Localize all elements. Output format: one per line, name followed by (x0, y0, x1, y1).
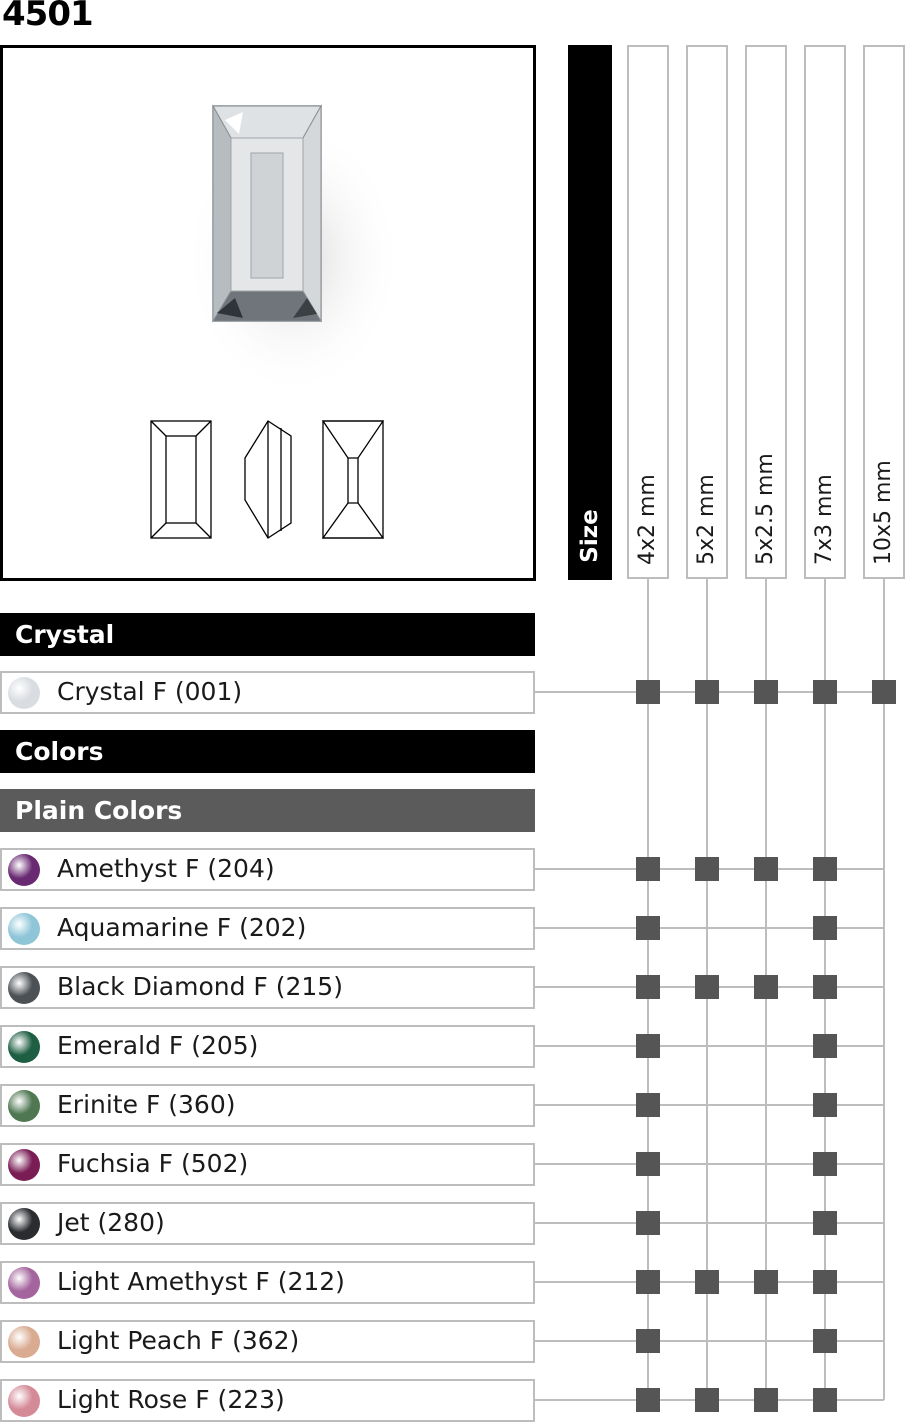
row-label: Jet (280) (57, 1208, 165, 1237)
row-black-diamond (0, 966, 535, 1009)
row-label: Light Rose F (223) (57, 1385, 285, 1414)
fuchsia-swatch-icon (8, 1149, 40, 1181)
black-diamond-swatch-icon (8, 972, 40, 1004)
availability-marker (695, 680, 719, 704)
row-label: Fuchsia F (502) (57, 1149, 249, 1178)
availability-marker (695, 1270, 719, 1294)
row-aquamarine (0, 907, 535, 950)
row-fuchsia (0, 1143, 535, 1186)
availability-marker (813, 975, 837, 999)
availability-marker (813, 1211, 837, 1235)
jet-swatch-icon (8, 1208, 40, 1240)
row-label: Black Diamond F (215) (57, 972, 343, 1001)
section-colors: Colors (0, 730, 535, 773)
availability-marker (754, 1270, 778, 1294)
availability-marker (636, 1211, 660, 1235)
row-emerald (0, 1025, 535, 1068)
crystal-swatch-icon (8, 677, 40, 709)
row-label: Crystal F (001) (57, 677, 243, 706)
size-header-label: Size (577, 509, 603, 563)
availability-marker (636, 1388, 660, 1412)
availability-marker (813, 680, 837, 704)
erinite-swatch-icon (8, 1090, 40, 1122)
row-light-rose (0, 1379, 535, 1422)
emerald-swatch-icon (8, 1031, 40, 1063)
availability-marker (636, 1270, 660, 1294)
availability-marker (813, 1388, 837, 1412)
availability-marker (754, 680, 778, 704)
availability-marker (695, 857, 719, 881)
availability-marker (872, 680, 896, 704)
row-label: Amethyst F (204) (57, 854, 275, 883)
row-amethyst (0, 848, 535, 891)
row-light-amethyst (0, 1261, 535, 1304)
row-light-peach (0, 1320, 535, 1363)
availability-marker (813, 1152, 837, 1176)
availability-marker (636, 680, 660, 704)
section-crystal: Crystal (0, 613, 535, 656)
availability-marker (813, 857, 837, 881)
row-crystal-f-001 (0, 671, 535, 714)
size-label: 7x3 mm (812, 474, 837, 565)
availability-marker (636, 975, 660, 999)
row-label: Light Amethyst F (212) (57, 1267, 345, 1296)
availability-marker (754, 1388, 778, 1412)
aquamarine-swatch-icon (8, 913, 40, 945)
availability-marker (636, 1152, 660, 1176)
availability-marker (813, 1093, 837, 1117)
light-rose-swatch-icon (8, 1385, 40, 1417)
light-amethyst-swatch-icon (8, 1267, 40, 1299)
availability-marker (636, 916, 660, 940)
row-label: Aquamarine F (202) (57, 913, 307, 942)
size-label: 10x5 mm (871, 460, 896, 565)
availability-marker (813, 1329, 837, 1353)
availability-marker (754, 975, 778, 999)
availability-marker (813, 1270, 837, 1294)
availability-marker (695, 1388, 719, 1412)
row-jet (0, 1202, 535, 1245)
availability-marker (636, 1034, 660, 1058)
availability-marker (636, 1329, 660, 1353)
light-peach-swatch-icon (8, 1326, 40, 1358)
section-plain-colors: Plain Colors (0, 789, 535, 832)
row-erinite (0, 1084, 535, 1127)
size-label: 5x2.5 mm (753, 453, 778, 565)
row-label: Emerald F (205) (57, 1031, 259, 1060)
amethyst-swatch-icon (8, 854, 40, 886)
size-label: 5x2 mm (694, 474, 719, 565)
article-number: 4501 (2, 0, 93, 34)
row-label: Erinite F (360) (57, 1090, 236, 1119)
availability-marker (636, 1093, 660, 1117)
availability-marker (813, 916, 837, 940)
availability-marker (813, 1034, 837, 1058)
row-label: Light Peach F (362) (57, 1326, 300, 1355)
availability-marker (636, 857, 660, 881)
size-label: 4x2 mm (635, 474, 660, 565)
availability-marker (695, 975, 719, 999)
availability-marker (754, 857, 778, 881)
